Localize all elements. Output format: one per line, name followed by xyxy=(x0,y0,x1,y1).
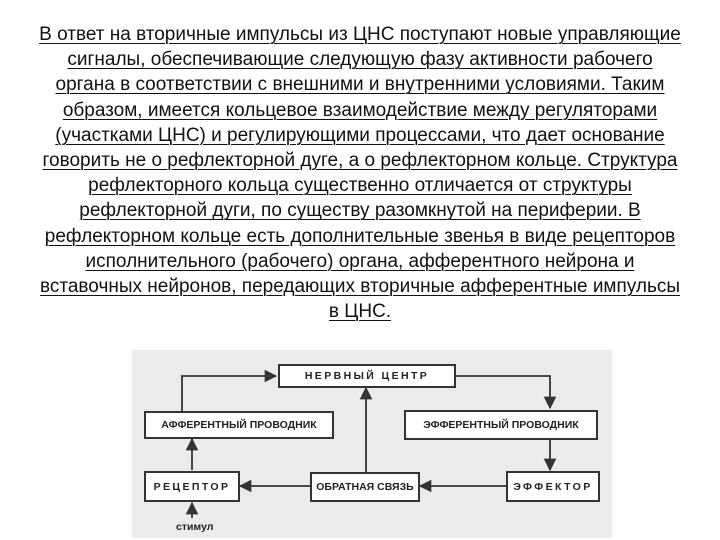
node-efferent-conductor: ЭФФЕРЕНТНЫЙ ПРОВОДНИК xyxy=(404,410,598,440)
node-effector: ЭФФЕКТОР xyxy=(506,471,600,502)
node-afferent-conductor: АФФЕРЕНТНЫЙ ПРОВОДНИК xyxy=(144,411,334,439)
arrow-afferent-to-center xyxy=(182,376,276,411)
stimulus-label: стимул xyxy=(176,521,214,533)
node-feedback: ОБРАТНАЯ СВЯЗЬ xyxy=(310,472,420,502)
node-receptor: РЕЦЕПТОР xyxy=(144,471,240,502)
arrow-center-to-efferent xyxy=(456,376,550,408)
slide-paragraph: В ответ на вторичные импульсы из ЦНС поступают новые управляющие сигналы, обеспечивающие следующую фазу активности рабочего органа в соответствии с внешними и внутренними условиями. Таким образом, имеется кольцевое взаимодействие между регуляторами (участками ЦНС) и регулирующими процессами, что дает основание говорить не о рефлекторной дуге, а о рефлекторном кольце. Структура рефлекторного кольца существенно отличается от структуры рефлекторной дуги, по существу разомкнутой на периферии. В рефлекторном кольце есть дополнительные звенья в виде рецепторов исполнительного (рабочего) органа, афферентного нейрона и вставочных нейронов, передающих вторичные афферентные импульсы в ЦНС. xyxy=(39,24,681,323)
reflex-ring-diagram xyxy=(132,350,612,538)
node-nerve-center: НЕРВНЫЙ ЦЕНТР xyxy=(278,364,456,388)
